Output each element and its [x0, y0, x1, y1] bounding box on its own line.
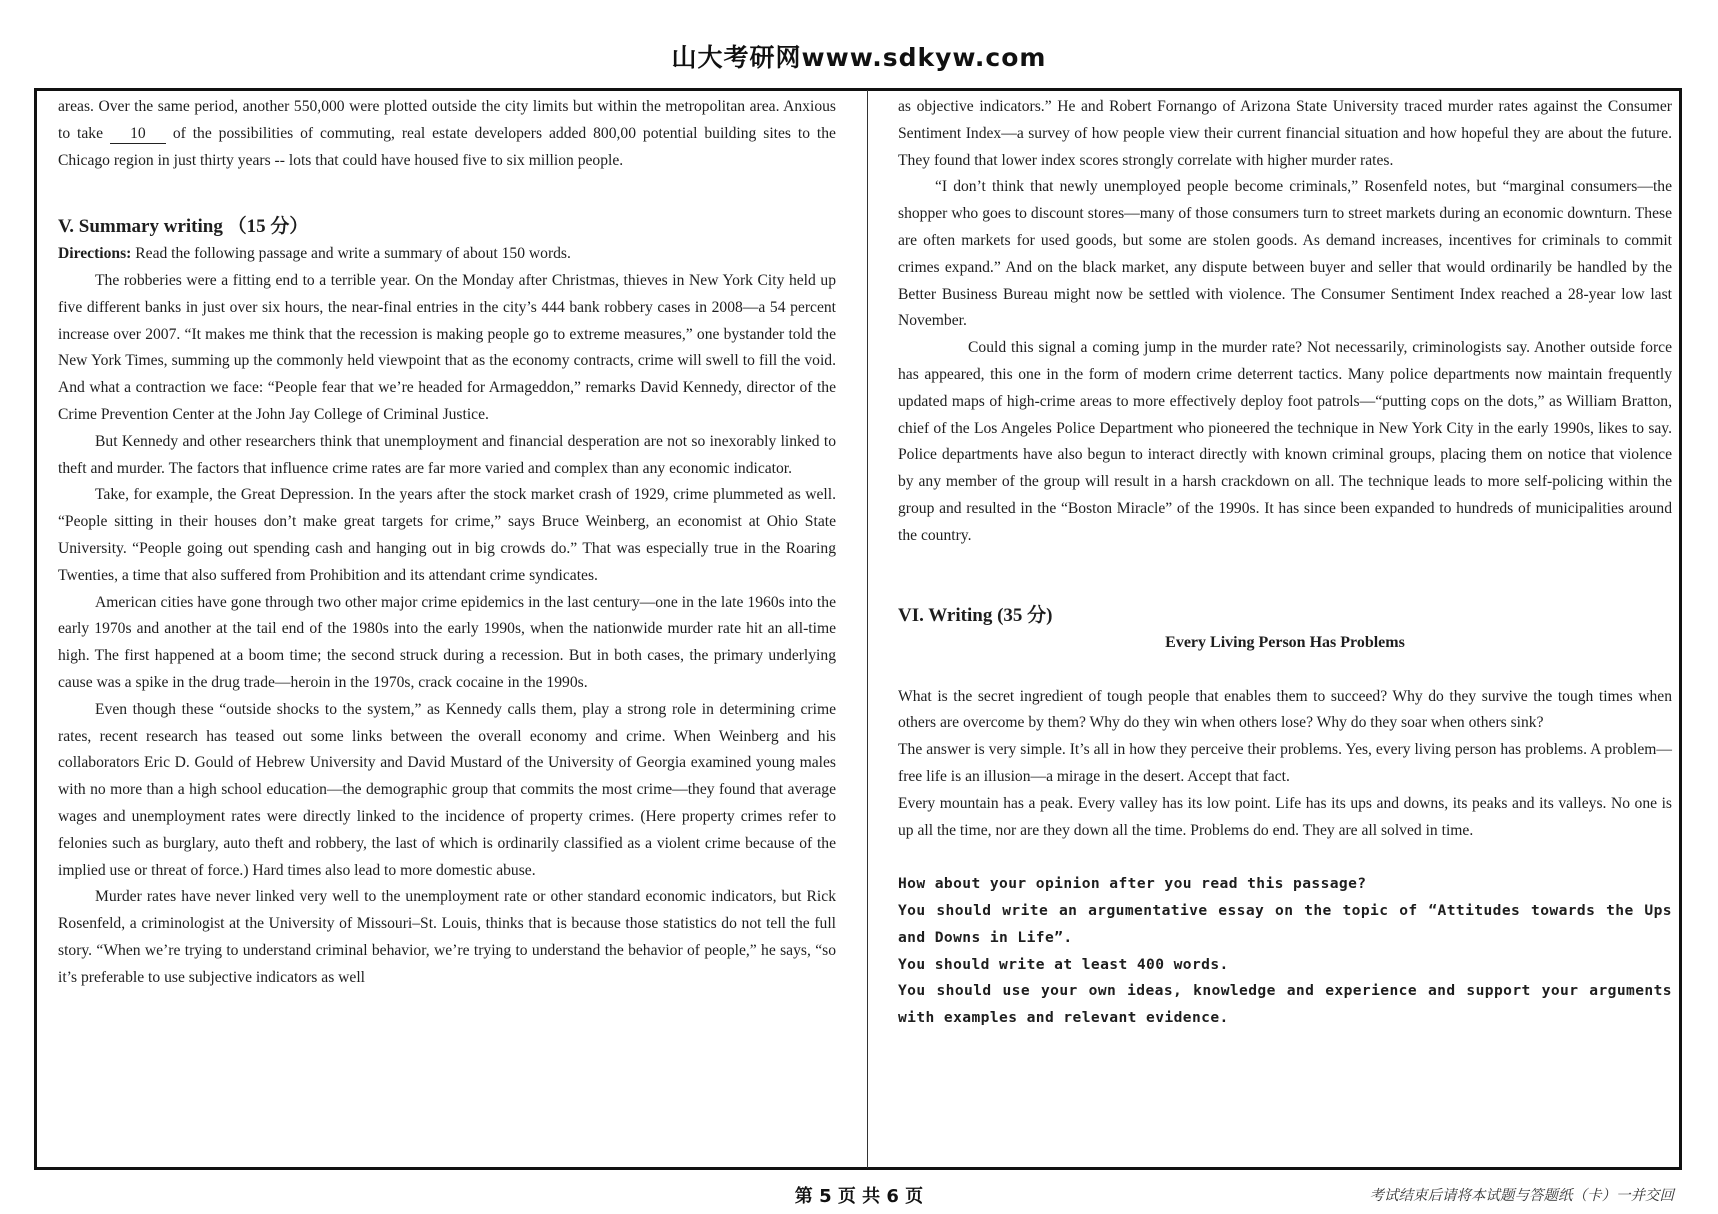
right-column [898, 94, 1672, 1032]
column-divider [867, 90, 868, 1168]
directions: Directions: Read the following passage and write a summary of about 150 words. [58, 245, 571, 263]
writing-paragraph-2: The answer is very simple. It’s all in how they perceive their problems. Yes, every living person has problems. A problem—free life is an illusion—a mirage in the desert. Accept that fact. [898, 741, 1672, 785]
section-6-title: VI. Writing (35 分) [898, 605, 1053, 627]
footer-note: 考试结束后请将本试题与答题纸（卡）一并交回 [1369, 1188, 1674, 1204]
section-5-title: V. Summary writing （15 分） [58, 216, 309, 238]
writing-paragraph-3: Every mountain has a peak. Every valley has its low point. Life has its ups and downs, its peaks and its valleys. No one is up all the time, nor are they down all the time. Problems do end. They are all solved in time. [898, 794, 1672, 839]
passage-paragraph-2: But Kennedy and other researchers think that unemployment and financial desperation are not so inexorably linked to theft and murder. The factors that influence crime rates are far more varied and complex than any economic indicator. [58, 432, 836, 477]
writing-instruction-1: How about your opinion after you read this passage? [898, 875, 1367, 893]
page-number: 第 5 页 共 6 页 [794, 1186, 924, 1207]
passage-paragraph-9: Could this signal a coming jump in the murder rate? Not necessarily, criminologists say. Another outside force has appeared, this one in the form of modern crime deterrent tactics. Many police departments now maintain frequently updated maps of high-crime areas to more effectively deploy foot patrols—“putting cops on the dots,” as William Bratton, chief of the Los Angeles Police Department who pioneered the technique in New York City in the early 1990s, likes to say. Police departments have also begun to interact directly with known criminal groups, placing them on notice that violence by any member of the group will result in a harsh crackdown on all. The technique leads to more self-policing within the group and resulted in the “Boston Miracle” of the 1990s. It has since been expanded to hundreds of municipalities around the country. [898, 339, 1672, 544]
passage-paragraph-8: “I don’t think that newly unemployed people become criminals,” Rosenfeld notes, but “marginal consumers—the shopper who goes to discount stores—many of those consumers turn to street markets during an economic downturn. These are often markets for used goods, but some are stolen goods. As demand increases, incentives for criminals to commit crimes expand.” And on the black market, any dispute between buyer and seller that would ordinarily be handled by the Better Business Bureau might now be settled with violence. The Consumer Sentiment Index reached a 28-year low last November. [898, 178, 1672, 330]
passage-paragraph-1: The robberies were a fitting end to a terrible year. On the Monday after Christmas, thieves in New York City held up five different banks in just over six hours, the near-final entries in the city’s 444 bank robbery cases in 2008—a 54 percent increase over 2007. “It makes me think that the recession is making people go to extreme measures,” one bystander told the New York Times, summing up the commonly held viewpoint that as the economy contracts, crime will swell to fill the void. And what a contraction we face: “People fear that we’re headed for Armageddon,” remarks David Kennedy, director of the Crime Prevention Center at the John Jay College of Criminal Justice. [58, 271, 836, 423]
writing-instruction-4: You should use your own ideas, knowledge and experience and support your arguments with examples and relevant evidence. [898, 982, 1672, 1027]
passage-paragraph-6: Murder rates have never linked very well to the unemployment rate or other standard economic indicators, but Rick Rosenfeld, a criminologist at the University of Missouri–St. Louis, thinks that is because those statistics do not tell the full story. “When we’re trying to understand criminal behavior, we’re trying to understand the behavior of people,” he says, “so it’s preferable to use subjective indicators as well [58, 888, 836, 986]
left-column [58, 94, 836, 992]
passage-paragraph-7: as objective indicators.” He and Robert Fornango of Arizona State University traced murder rates against the Consumer Sentiment Index—a survey of how people view their current financial situation and how hopeful they are about the future. They found that lower index scores strongly correlate with higher murder rates. [898, 98, 1672, 169]
passage-paragraph-4: American cities have gone through two other major crime epidemics in the last century—one in the late 1960s into the early 1970s and another at the tail end of the 1980s into the early 1990s, when the nationwide murder rate hit an all-time high. The first happened at a boom time; the second struck during a recession. But in both cases, the primary underlying cause was a spike in the drug trade—heroin in the 1970s, crack cocaine in the 1990s. [58, 593, 836, 691]
continued-paragraph: areas. Over the same period, another 550,000 were plotted outside the city limits but within the metropolitan area. Anxious to take 10 of the possibilities of commuting, real estate developers added 800,00 potential building sites to the Chicago region in just thirty years -- lots that could have housed five to six million people. [58, 98, 836, 169]
passage-paragraph-3: Take, for example, the Great Depression. In the years after the stock market crash of 1929, crime plummeted as well. “People sitting in their houses don’t make great targets for crime,” says Bruce Weinberg, an economist at Ohio State University. “People going out spending cash and hanging out in big crowds do.” That was especially true in the Roaring Twenties, a time that also suffered from Prohibition and its attendant crime syndicates. [58, 486, 836, 584]
writing-paragraph-1: What is the secret ingredient of tough people that enables them to succeed? Why do they survive the tough times when others are overcome by them? Why do they win when others lose? Why do they soar when others sink? [898, 687, 1672, 732]
directions-label: Directions: [58, 245, 132, 263]
page-header: 山大考研网www.sdkyw.com [671, 43, 1047, 72]
writing-instruction-3: You should write at least 400 words. [898, 955, 1229, 973]
passage-paragraph-5: Even though these “outside shocks to the system,” as Kennedy calls them, play a strong role in determining crime rates, recent research has teased out some links between the overall economy and crime. When Weinberg and his collaborators Eric D. Gould of Hebrew University and David Mustard of the University of Georgia examined young males with no more than a high school education—the demographic group that commits the most crime—they found that average wages and unemployment rates were directly linked to the incidence of property crimes. (Here property crimes refer to felonies such as burglary, auto theft and robbery, the last of which is ordinarily classified as a violent crime because of the implied use or threat of force.) Hard times also lead to more domestic abuse. [58, 700, 836, 879]
blank-10: 10 [110, 125, 166, 144]
writing-instruction-2: You should write an argumentative essay on the topic of “Attitudes towards the Ups and Downs in Life”. [898, 901, 1672, 946]
writing-passage-title: Every Living Person Has Problems [1165, 633, 1405, 651]
